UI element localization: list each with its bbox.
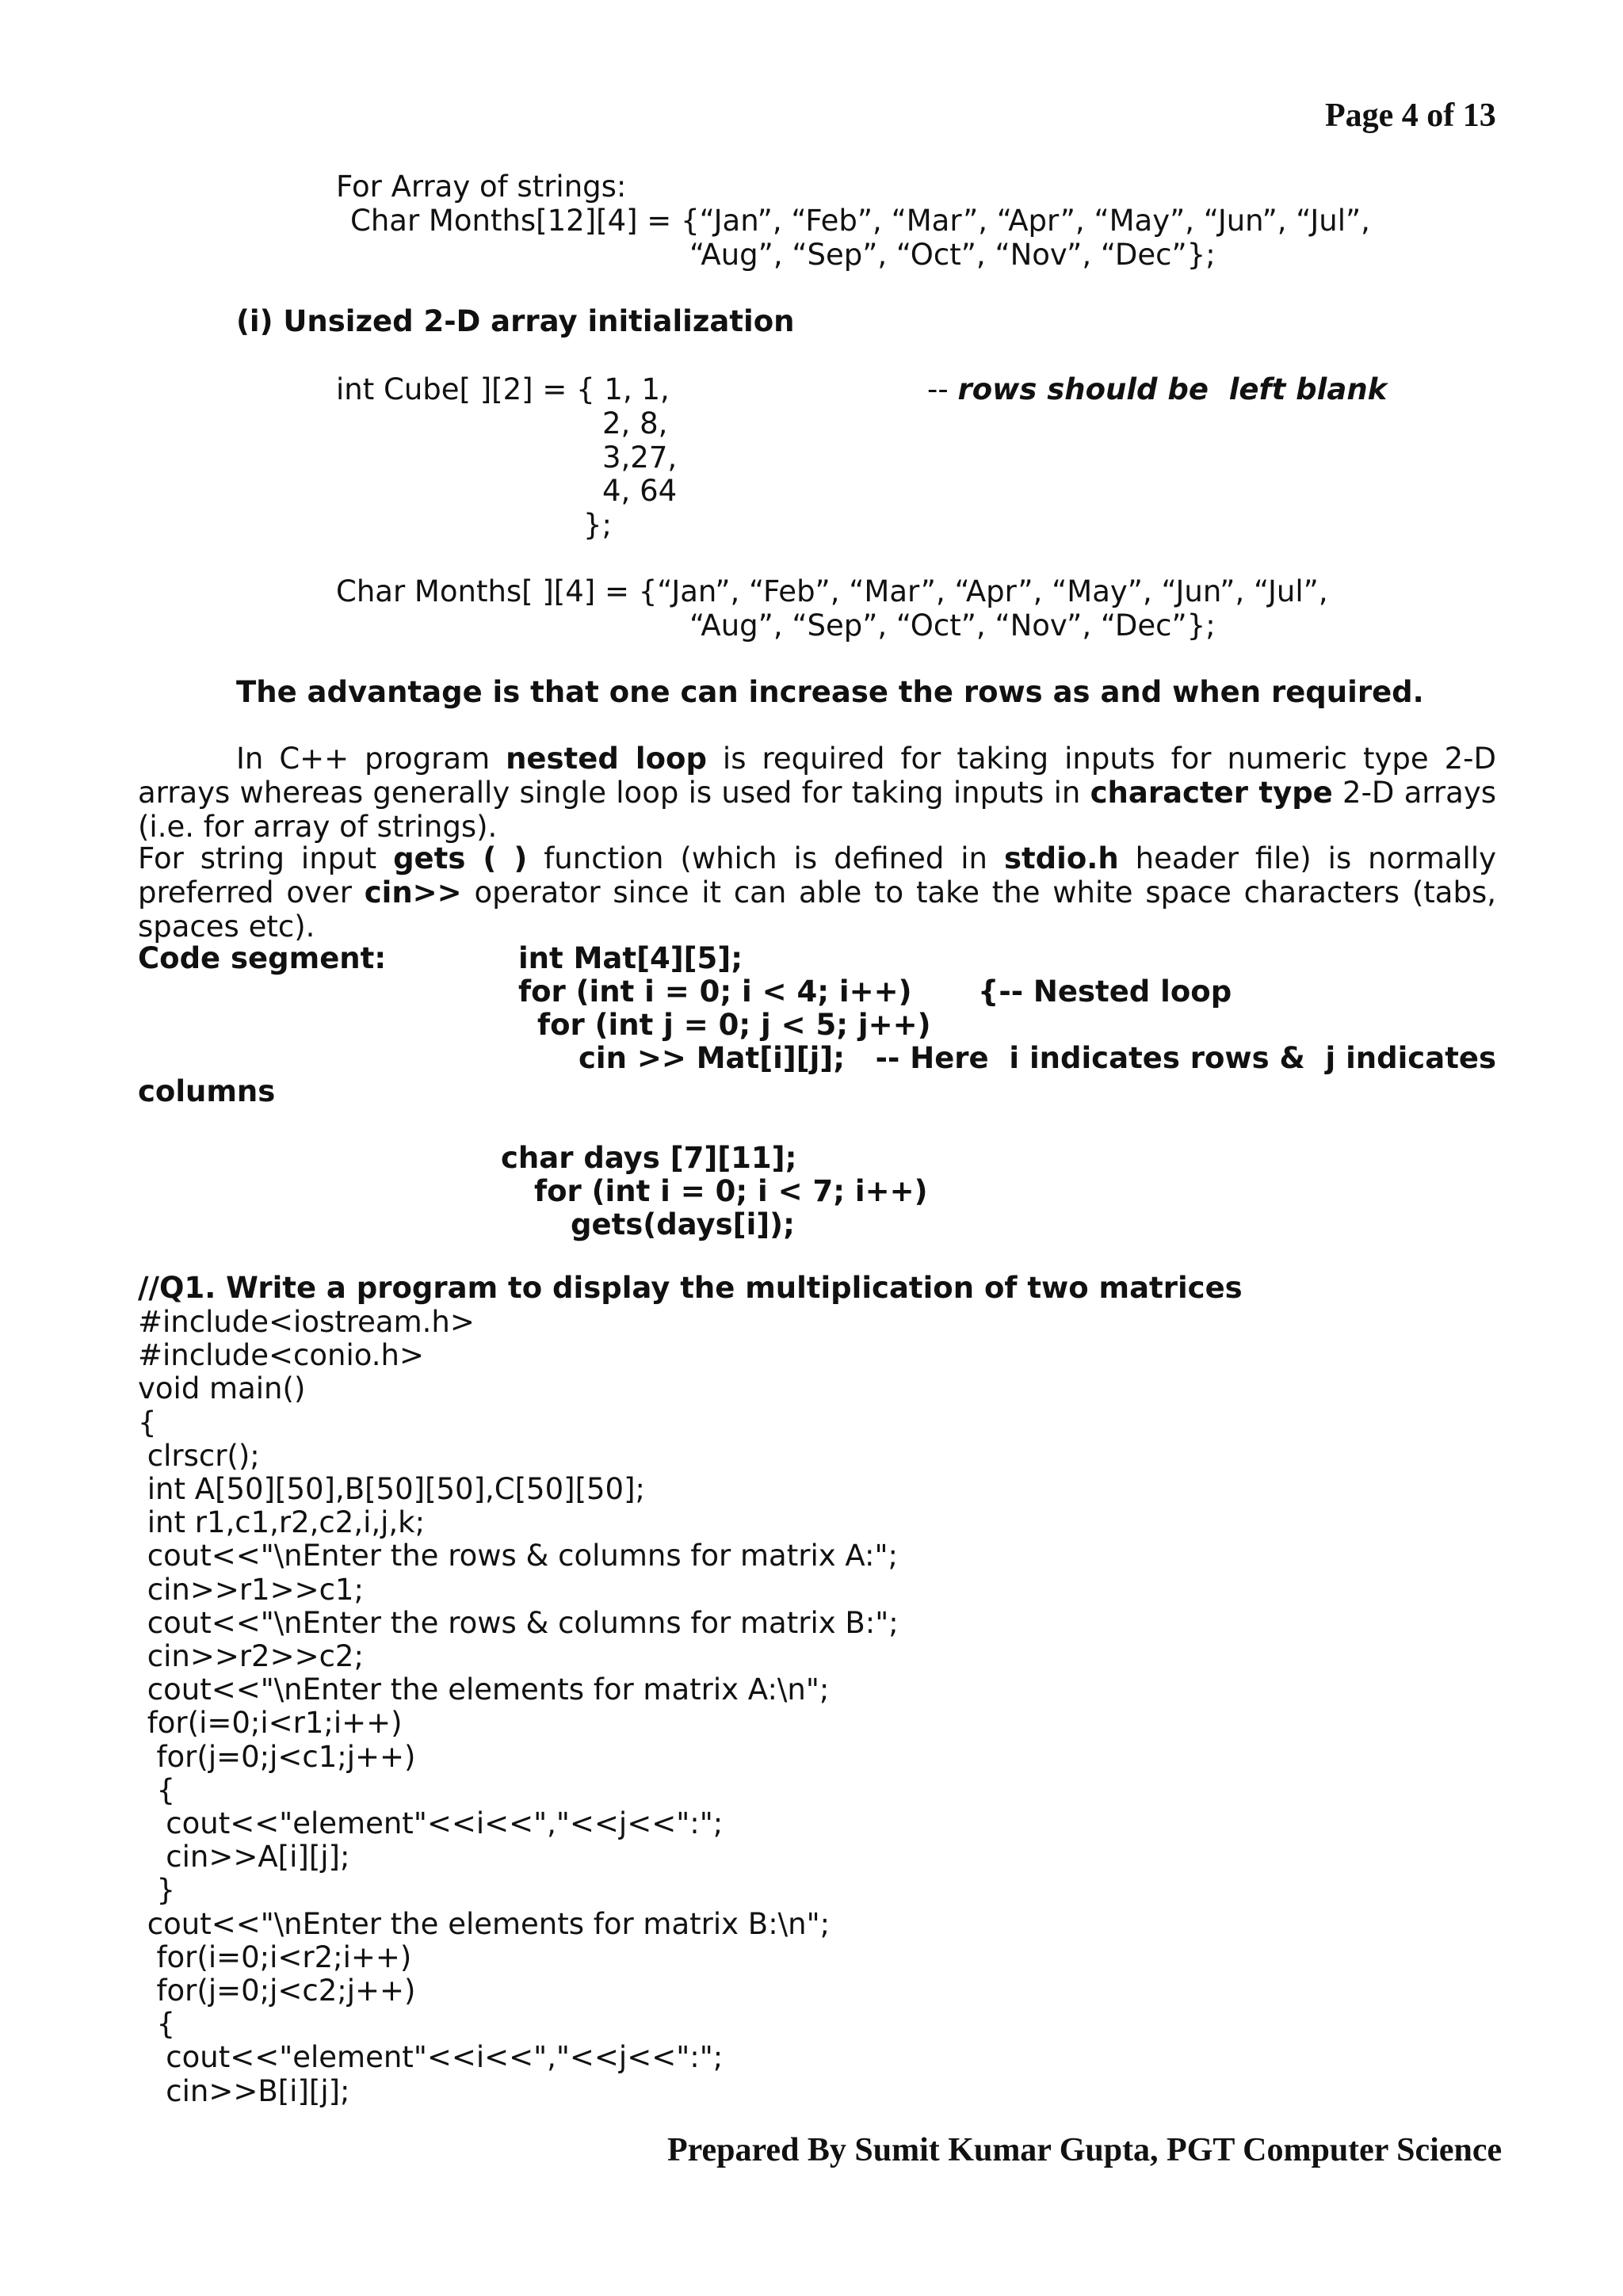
code-line: for(i=0;i<r2;i++) [138, 1940, 412, 1974]
para2-text-4: operator since it can able to take the white space characters (tabs, spaces etc). [138, 875, 1496, 944]
code-days-loop: for (int i = 0; i < 7; i++) [534, 1174, 928, 1208]
code-cin-mat: cin >> Mat[i][j]; -- Here i indicates rows & j indicates [579, 1041, 1496, 1075]
para2-text-3: header file) is normally preferred over [138, 841, 1496, 910]
cube-line-3: 3,27, [602, 441, 678, 475]
para2-text-1: For string input [138, 841, 394, 875]
para1-bold-1: nested loop [506, 742, 707, 776]
code-segment-label: Code segment: [138, 941, 387, 975]
code-line: #include<conio.h> [138, 1338, 424, 1372]
code-line: cin>>r1>>c1; [138, 1573, 364, 1607]
code-gets-days: gets(days[i]); [571, 1207, 795, 1241]
comment-text: rows should be left blank [957, 372, 1388, 406]
program-title: //Q1. Write a program to display the multiplication of two matrices [138, 1271, 1243, 1305]
code-nested-loop-note: {-- Nested loop [978, 974, 1232, 1009]
unsized-months-line-2: “Aug”, “Sep”, “Oct”, “Nov”, “Dec”}; [689, 608, 1216, 643]
code-outer-loop: for (int i = 0; i < 4; i++) [518, 974, 912, 1009]
code-line: cout<<"element"<<i<<","<<j<<":"; [138, 1806, 724, 1840]
gets-function-paragraph [138, 841, 1496, 944]
unsized-months-line-1: Char Months[ ][4] = {“Jan”, “Feb”, “Mar”, “Apr”, “May”, “Jun”, “Jul”, [336, 574, 1328, 608]
code-line: { [138, 1405, 157, 1440]
array-of-strings-label: For Array of strings: [336, 170, 627, 204]
para1-text-1: In C++ program [236, 742, 506, 776]
comment-prefix: -- [927, 372, 958, 406]
page-number: Page 4 of 13 [1325, 97, 1496, 134]
code-line: for(j=0;j<c2;j++) [138, 1974, 416, 2008]
code-line: clrscr(); [138, 1439, 260, 1473]
cube-line-1: int Cube[ ][2] = { 1, 1, [336, 372, 670, 406]
code-line: cin>>A[i][j]; [138, 1840, 350, 1874]
para1-text-2: is required for taking inputs for numeric type 2-D arrays whereas generally single loop is used for taking inputs in [138, 742, 1496, 810]
months-declaration-line-2: “Aug”, “Sep”, “Oct”, “Nov”, “Dec”}; [689, 238, 1216, 272]
code-line: } [138, 1873, 176, 1907]
code-line: for(j=0;j<c1;j++) [138, 1740, 416, 1774]
unsized-array-heading: (i) Unsized 2-D array initialization [236, 304, 795, 338]
months-declaration-line-1: Char Months[12][4] = {“Jan”, “Feb”, “Mar”, “Apr”, “May”, “Jun”, “Jul”, [350, 204, 1370, 238]
code-line: { [138, 2007, 176, 2041]
code-line: cin>>B[i][j]; [138, 2074, 350, 2108]
para1-bold-2: character type [1090, 776, 1333, 810]
cube-line-2: 2, 8, [602, 406, 668, 441]
code-line: cin>>r2>>c2; [138, 1639, 364, 1673]
code-line: cout<<"element"<<i<<","<<j<<":"; [138, 2040, 724, 2074]
code-line: cout<<"\nEnter the elements for matrix B:\n"; [138, 1907, 831, 1941]
code-line: cout<<"\nEnter the elements for matrix A:\n"; [138, 1672, 830, 1707]
cube-close: }; [583, 508, 613, 542]
code-days-declaration: char days [7][11]; [501, 1141, 797, 1175]
code-inner-loop: for (int j = 0; j < 5; j++) [537, 1008, 931, 1042]
code-line: int r1,c1,r2,c2,i,j,k; [138, 1505, 426, 1539]
cube-line-4: 4, 64 [602, 474, 678, 508]
para2-text-2: function (which is defined in [527, 841, 1004, 875]
code-line: void main() [138, 1371, 306, 1405]
code-line: #include<iostream.h> [138, 1305, 475, 1339]
code-line: cout<<"\nEnter the rows & columns for matrix B:"; [138, 1606, 899, 1640]
para2-bold-2: stdio.h [1003, 841, 1119, 875]
code-mat-declaration: int Mat[4][5]; [518, 941, 743, 975]
advantage-note: The advantage is that one can increase the rows as and when required. [236, 675, 1424, 709]
code-line: { [138, 1773, 176, 1807]
code-columns-wrap: columns [138, 1074, 276, 1108]
code-line: for(i=0;i<r1;i++) [138, 1706, 403, 1740]
nested-loop-paragraph [138, 742, 1496, 844]
para1-text-3: 2-D arrays (i.e. for array of strings). [138, 776, 1496, 844]
para2-bold-3: cin>> [364, 875, 462, 910]
cube-comment [927, 372, 1387, 407]
para2-bold-1: gets ( ) [393, 841, 528, 875]
footer-credit: Prepared By Sumit Kumar Gupta, PGT Computer Science [667, 2132, 1503, 2168]
code-line: cout<<"\nEnter the rows & columns for matrix A:"; [138, 1539, 899, 1573]
code-line: int A[50][50],B[50][50],C[50][50]; [138, 1472, 645, 1506]
